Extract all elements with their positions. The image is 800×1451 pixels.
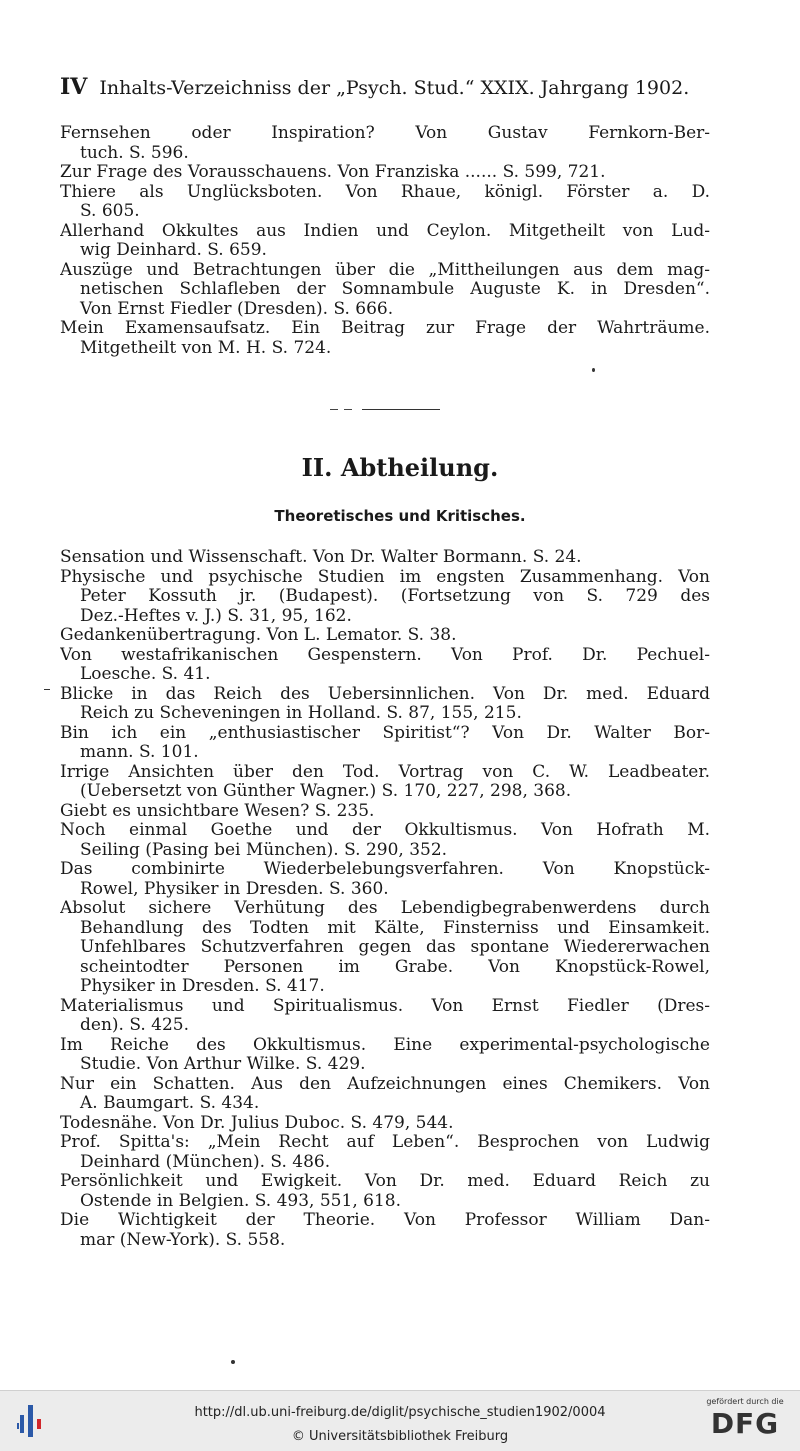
toc-entry-line: Todesnähe. Von Dr. Julius Duboc. S. 479, 544. bbox=[60, 1113, 454, 1133]
toc-entry bbox=[60, 568, 710, 627]
toc-entry-line: Behandlung des Todten mit Kälte, Finsterniss und Einsamkeit. bbox=[80, 918, 710, 938]
toc-entries-part2 bbox=[60, 548, 710, 1250]
toc-entry bbox=[60, 646, 710, 685]
toc-entry-line: Unfehlbares Schutzverfahren gegen das spontane Wiedererwachen bbox=[80, 938, 710, 957]
toc-entry-line: Von Ernst Fiedler (Dresden). S. 666. bbox=[80, 299, 394, 319]
toc-entry bbox=[60, 1133, 710, 1172]
toc-entry-line: Bin ich ein „enthusiastischer Spiritist“? Von Dr. Walter Bor- bbox=[60, 723, 710, 743]
toc-entry-line: Reich zu Scheveningen in Holland. S. 87, 155, 215. bbox=[80, 704, 522, 723]
ink-speck bbox=[231, 1360, 235, 1364]
ink-speck bbox=[44, 689, 50, 690]
toc-entry-line: tuch. S. 596. bbox=[80, 143, 189, 163]
toc-entry-line: Peter Kossuth jr. (Budapest). (Fortsetzung von S. 729 des bbox=[80, 587, 710, 606]
toc-entry bbox=[60, 1172, 710, 1211]
toc-entry bbox=[60, 899, 710, 997]
footer-bar bbox=[0, 1390, 800, 1451]
toc-entry-line: Absolut sichere Verhütung des Lebendigbegrabenwerdens durch bbox=[60, 899, 710, 918]
toc-entry-line: (Uebersetzt von Günther Wagner.) S. 170, 227, 298, 368. bbox=[80, 782, 572, 801]
toc-entry-line: Auszüge und Betrachtungen über die „Mittheilungen aus dem mag- bbox=[60, 260, 710, 280]
toc-entry bbox=[60, 319, 710, 358]
toc-entry bbox=[60, 821, 710, 860]
toc-entry-line: Ostende in Belgien. S. 493, 551, 618. bbox=[80, 1191, 401, 1211]
toc-entry bbox=[60, 163, 710, 183]
toc-entry-line: Noch einmal Goethe und der Okkultismus. Von Hofrath M. bbox=[60, 821, 710, 840]
toc-entry bbox=[60, 1211, 710, 1250]
funding-note: gefördert durch die bbox=[706, 1397, 784, 1406]
toc-entry bbox=[60, 261, 710, 320]
toc-entry-line: Thiere als Unglücksboten. Von Rhaue, königl. Förster a. D. bbox=[60, 182, 710, 202]
toc-entry-line: Persönlichkeit und Ewigkeit. Von Dr. med. Eduard Reich zu bbox=[60, 1172, 710, 1191]
toc-entry bbox=[60, 685, 710, 724]
toc-entry-line: Mitgetheilt von M. H. S. 724. bbox=[80, 338, 332, 358]
toc-entry bbox=[60, 724, 710, 763]
toc-entry-line: netischen Schlafleben der Somnambule Auguste K. in Dresden“. bbox=[80, 280, 710, 299]
toc-entry-line: Blicke in das Reich des Uebersinnlichen. Von Dr. med. Eduard bbox=[60, 684, 710, 704]
toc-entry-line: Deinhard (München). S. 486. bbox=[80, 1152, 331, 1172]
toc-entry-line: Fernsehen oder Inspiration? Von Gustav Fernkorn-Ber- bbox=[60, 124, 710, 143]
section-divider bbox=[330, 409, 440, 410]
toc-entry-line: Dez.-Heftes v. J.) S. 31, 95, 162. bbox=[80, 606, 352, 626]
toc-entry-line: A. Baumgart. S. 434. bbox=[80, 1094, 260, 1113]
toc-entry-line: Seiling (Pasing bei München). S. 290, 352. bbox=[80, 840, 448, 860]
toc-entry bbox=[60, 1075, 710, 1114]
running-header bbox=[60, 74, 710, 100]
toc-entry bbox=[60, 124, 710, 163]
toc-entry-line: Die Wichtigkeit der Theorie. Von Professor William Dan- bbox=[60, 1211, 710, 1230]
toc-entry-line: mar (New-York). S. 558. bbox=[80, 1230, 286, 1250]
toc-entry-line: Zur Frage des Vorausschauens. Von Franziska ...... S. 599, 721. bbox=[60, 163, 606, 182]
toc-entry bbox=[60, 802, 710, 822]
copyright-notice: © Universitätsbibliothek Freiburg bbox=[291, 1429, 509, 1444]
toc-entries-part1 bbox=[60, 124, 710, 358]
toc-entry-line: Im Reiche des Okkultismus. Eine experimental-psychologische bbox=[60, 1035, 710, 1055]
page-number: IV bbox=[60, 74, 88, 100]
toc-entry-line: wig Deinhard. S. 659. bbox=[80, 241, 267, 260]
section-subtitle: Theoretisches und Kritisches. bbox=[274, 507, 526, 525]
toc-entry-line: S. 605. bbox=[80, 202, 140, 221]
dfg-logo: DFG bbox=[710, 1407, 780, 1440]
toc-entry-line: Materialismus und Spiritualismus. Von Ernst Fiedler (Dres- bbox=[60, 996, 710, 1016]
header-title: Inhalts-Verzeichniss der „Psych. Stud.“ XXIX. Jahrgang 1902. bbox=[99, 77, 690, 99]
toc-entry-line: Giebt es unsichtbare Wesen? S. 235. bbox=[60, 801, 375, 821]
toc-entry-line: Rowel, Physiker in Dresden. S. 360. bbox=[80, 879, 389, 899]
toc-entry-line: Gedankenübertragung. Von L. Lemator. S. 38. bbox=[60, 626, 457, 645]
toc-entry-line: den). S. 425. bbox=[80, 1016, 190, 1035]
toc-entry bbox=[60, 1114, 710, 1134]
toc-entry bbox=[60, 997, 710, 1036]
toc-entry bbox=[60, 183, 710, 222]
toc-entry-line: Das combinirte Wiederbelebungsverfahren. Von Knopstück- bbox=[60, 860, 710, 879]
toc-entry-line: Studie. Von Arthur Wilke. S. 429. bbox=[80, 1055, 366, 1074]
toc-entry-line: Loesche. S. 41. bbox=[80, 665, 211, 684]
toc-entry-line: Nur ein Schatten. Aus den Aufzeichnungen eines Chemikers. Von bbox=[60, 1074, 710, 1094]
toc-entry-line: Sensation und Wissenschaft. Von Dr. Walter Bormann. S. 24. bbox=[60, 548, 582, 567]
toc-entry-line: Physiker in Dresden. S. 417. bbox=[80, 977, 325, 996]
toc-entry-line: Irrige Ansichten über den Tod. Vortrag von C. W. Leadbeater. bbox=[60, 762, 710, 782]
ink-speck bbox=[592, 368, 595, 372]
toc-entry-line: Physische und psychische Studien im engsten Zusammenhang. Von bbox=[60, 567, 710, 587]
toc-entry-line: Von westafrikanischen Gespenstern. Von Prof. Dr. Pechuel- bbox=[60, 645, 710, 665]
section-title: II. Abtheilung. bbox=[301, 453, 499, 482]
permalink[interactable]: http://dl.ub.uni-freiburg.de/diglit/psychische_studien1902/0004 bbox=[194, 1405, 606, 1420]
toc-entry bbox=[60, 222, 710, 261]
toc-entry bbox=[60, 548, 710, 568]
toc-entry-line: scheintodter Personen im Grabe. Von Knopstück-Rowel, bbox=[80, 957, 710, 977]
toc-entry-line: Allerhand Okkultes aus Indien und Ceylon. Mitgetheilt von Lud- bbox=[60, 221, 710, 241]
toc-entry bbox=[60, 860, 710, 899]
toc-entry-line: Mein Examensaufsatz. Ein Beitrag zur Frage der Wahrträume. bbox=[60, 319, 710, 338]
toc-entry bbox=[60, 626, 710, 646]
toc-entry bbox=[60, 763, 710, 802]
toc-entry-line: Prof. Spitta's: „Mein Recht auf Leben“. Besprochen von Ludwig bbox=[60, 1133, 710, 1152]
toc-entry bbox=[60, 1036, 710, 1075]
toc-entry-line: mann. S. 101. bbox=[80, 743, 199, 762]
